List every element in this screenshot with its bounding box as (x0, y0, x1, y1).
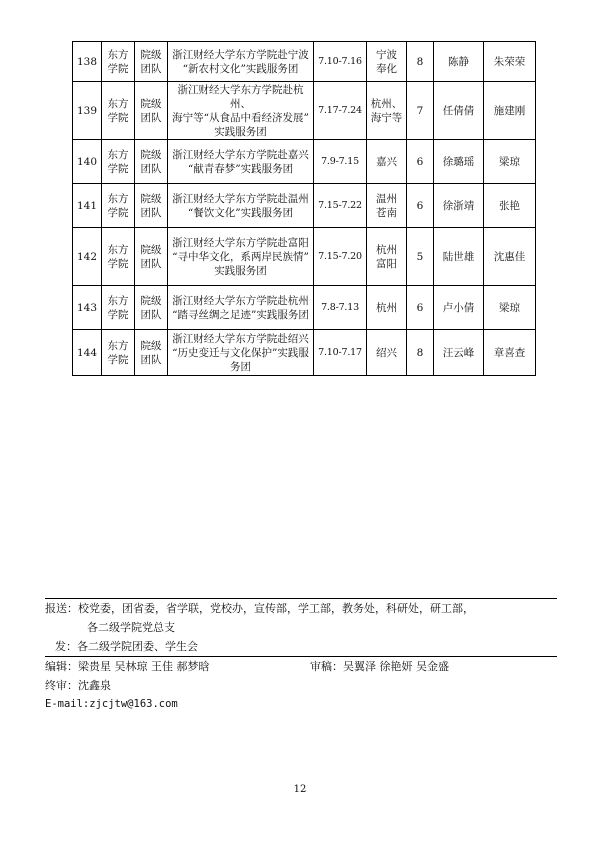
college-cell (102, 184, 135, 228)
leader-cell-text: 陈静 (448, 55, 469, 68)
member-count-cell (407, 286, 434, 330)
college-cell-text: 东方 学院 (107, 192, 129, 219)
table-row (73, 184, 536, 228)
member-count-cell (407, 140, 434, 184)
team-level-cell (135, 286, 168, 330)
row-number-cell-text: 140 (76, 155, 98, 168)
advisor-cell-text: 沈惠佳 (493, 250, 526, 263)
date-range-cell (314, 140, 367, 184)
cc-line-2: 各二级学院党总支 (87, 621, 175, 634)
leader-cell-text: 徐璐瑶 (442, 155, 475, 168)
leader-cell-text: 徐浙靖 (442, 199, 475, 212)
team-level-cell-text: 院级 团队 (140, 243, 162, 270)
leader-cell (434, 82, 484, 140)
leader-cell (434, 286, 484, 330)
team-name-cell (168, 184, 314, 228)
location-cell (367, 42, 407, 82)
college-cell-text: 东方 学院 (107, 243, 129, 270)
date-range-cell-text: 7.17-7.24 (318, 104, 362, 116)
advisor-cell (484, 82, 536, 140)
leader-cell-text: 陆世雄 (442, 250, 475, 263)
team-level-cell (135, 82, 168, 140)
table-row (73, 228, 536, 286)
page-number: 12 (293, 784, 307, 795)
team-name-cell (168, 330, 314, 376)
team-name-cell-text: 浙江财经大学东方学院赴杭州 “踏寻丝绸之足迹”实践服务团 (172, 294, 309, 321)
location-cell-text: 嘉兴 (376, 155, 397, 168)
date-range-cell-text: 7.8-7.13 (321, 301, 359, 313)
advisor-cell-text: 张艳 (499, 199, 520, 212)
team-level-cell-text: 院级 团队 (140, 294, 162, 321)
leader-cell-text: 汪云峰 (442, 346, 475, 359)
practice-team-table (72, 41, 536, 376)
member-count-cell (407, 82, 434, 140)
location-cell (367, 140, 407, 184)
member-count-cell-text: 6 (416, 301, 424, 314)
table-row (73, 330, 536, 376)
location-cell (367, 330, 407, 376)
location-cell-text: 绍兴 (376, 346, 397, 359)
table-row (73, 140, 536, 184)
table-row (73, 286, 536, 330)
team-name-cell (168, 286, 314, 330)
leader-cell-text: 卢小倩 (442, 301, 475, 314)
leader-cell (434, 42, 484, 82)
date-range-cell (314, 184, 367, 228)
college-cell (102, 228, 135, 286)
team-name-cell (168, 82, 314, 140)
location-cell (367, 82, 407, 140)
row-number-cell (73, 286, 102, 330)
college-cell (102, 42, 135, 82)
team-name-cell (168, 42, 314, 82)
college-cell-text: 东方 学院 (107, 48, 129, 75)
team-level-cell-text: 院级 团队 (140, 192, 162, 219)
team-name-cell (168, 228, 314, 286)
team-level-cell (135, 140, 168, 184)
college-cell-text: 东方 学院 (107, 339, 129, 366)
distribution-block (45, 598, 557, 714)
advisor-cell-text: 朱荣荣 (493, 55, 526, 68)
staff-line (45, 657, 557, 676)
advisor-cell (484, 330, 536, 376)
date-range-cell (314, 228, 367, 286)
leader-cell (434, 330, 484, 376)
final-review-text: 终审：沈鑫泉 (45, 679, 111, 692)
date-range-cell-text: 7.9-7.15 (321, 155, 359, 167)
advisor-cell (484, 140, 536, 184)
date-range-cell-text: 7.15-7.22 (318, 199, 362, 211)
advisor-cell-text: 梁琼 (499, 301, 520, 314)
college-cell-text: 东方 学院 (107, 97, 129, 124)
advisor-cell (484, 228, 536, 286)
team-name-cell-text: 浙江财经大学东方学院赴宁波 “新农村文化”实践服务团 (172, 48, 309, 75)
date-range-cell-text: 7.10-7.16 (318, 55, 362, 67)
date-range-cell-text: 7.15-7.20 (318, 250, 362, 262)
cc-line-1: 报送：校党委，团省委，省学联，党校办，宣传部，学工部，教务处，科研处，研工部， (45, 602, 474, 615)
table-row (73, 42, 536, 82)
member-count-cell (407, 184, 434, 228)
college-cell (102, 286, 135, 330)
row-number-cell-text: 142 (76, 250, 98, 263)
member-count-cell (407, 228, 434, 286)
advisor-cell (484, 286, 536, 330)
reviewers-text: 审稿：吴翼泽 徐艳妍 吴金盛 (310, 660, 449, 673)
member-count-cell (407, 330, 434, 376)
date-range-cell (314, 82, 367, 140)
row-number-cell (73, 82, 102, 140)
team-level-cell (135, 330, 168, 376)
date-range-cell (314, 42, 367, 82)
team-name-cell-text: 浙江财经大学东方学院赴温州 “餐饮文化”实践服务团 (172, 192, 309, 219)
team-level-cell-text: 院级 团队 (140, 48, 162, 75)
location-cell-text: 温州 苍南 (376, 192, 397, 219)
send-line: 发：各二级学院团委、学生会 (55, 640, 198, 653)
team-level-cell-text: 院级 团队 (140, 339, 162, 366)
college-cell-text: 东方 学院 (107, 294, 129, 321)
college-cell-text: 东方 学院 (107, 148, 129, 175)
college-cell (102, 82, 135, 140)
location-cell-text: 杭州、 海宁等 (370, 97, 403, 124)
team-level-cell (135, 42, 168, 82)
team-name-cell-text: 浙江财经大学东方学院赴富阳 “寻中华文化，系两岸民族情” 实践服务团 (172, 236, 309, 277)
leader-cell (434, 140, 484, 184)
practice-team-table-body (73, 42, 536, 376)
row-number-cell (73, 42, 102, 82)
row-number-cell-text: 141 (76, 199, 98, 212)
date-range-cell-text: 7.10-7.17 (318, 346, 362, 358)
member-count-cell (407, 42, 434, 82)
team-name-cell-text: 浙江财经大学东方学院赴嘉兴 “献青春梦”实践服务团 (172, 148, 309, 175)
team-name-cell (168, 140, 314, 184)
location-cell (367, 228, 407, 286)
row-number-cell (73, 330, 102, 376)
row-number-cell (73, 140, 102, 184)
location-cell (367, 286, 407, 330)
team-name-cell-text: 浙江财经大学东方学院赴绍兴 “历史变迁与文化保护”实践服 务团 (172, 332, 309, 373)
row-number-cell (73, 228, 102, 286)
team-name-cell-text: 浙江财经大学东方学院赴杭州、 海宁等“从食品中看经济发展” 实践服务团 (172, 83, 309, 138)
member-count-cell-text: 5 (416, 250, 424, 263)
college-cell (102, 140, 135, 184)
date-range-cell (314, 286, 367, 330)
location-cell-text: 杭州 富阳 (376, 243, 397, 270)
row-number-cell-text: 144 (76, 346, 98, 359)
college-cell (102, 330, 135, 376)
team-level-cell-text: 院级 团队 (140, 148, 162, 175)
location-cell-text: 杭州 (376, 301, 397, 314)
row-number-cell-text: 139 (76, 104, 98, 117)
member-count-cell-text: 8 (416, 346, 424, 359)
leader-cell (434, 184, 484, 228)
location-cell-text: 宁波 奉化 (376, 48, 397, 75)
editors-text: 编辑：梁贵星 吴林琼 王佳 郝梦晗 (45, 660, 210, 673)
advisor-cell-text: 梁琼 (499, 155, 520, 168)
member-count-cell-text: 6 (416, 155, 424, 168)
leader-cell (434, 228, 484, 286)
advisor-cell-text: 章喜查 (493, 346, 526, 359)
row-number-cell-text: 138 (76, 55, 98, 68)
member-count-cell-text: 8 (416, 55, 424, 68)
team-level-cell-text: 院级 团队 (140, 97, 162, 124)
date-range-cell (314, 330, 367, 376)
table-row (73, 82, 536, 140)
email-text: E-mail:zjcjtw@163.com (45, 698, 178, 710)
member-count-cell-text: 6 (416, 199, 424, 212)
team-level-cell (135, 184, 168, 228)
advisor-cell (484, 184, 536, 228)
leader-cell-text: 任倩倩 (442, 104, 475, 117)
member-count-cell-text: 7 (416, 104, 424, 117)
location-cell (367, 184, 407, 228)
row-number-cell (73, 184, 102, 228)
team-level-cell (135, 228, 168, 286)
advisor-cell-text: 施建刚 (493, 104, 526, 117)
row-number-cell-text: 143 (76, 301, 98, 314)
advisor-cell (484, 42, 536, 82)
